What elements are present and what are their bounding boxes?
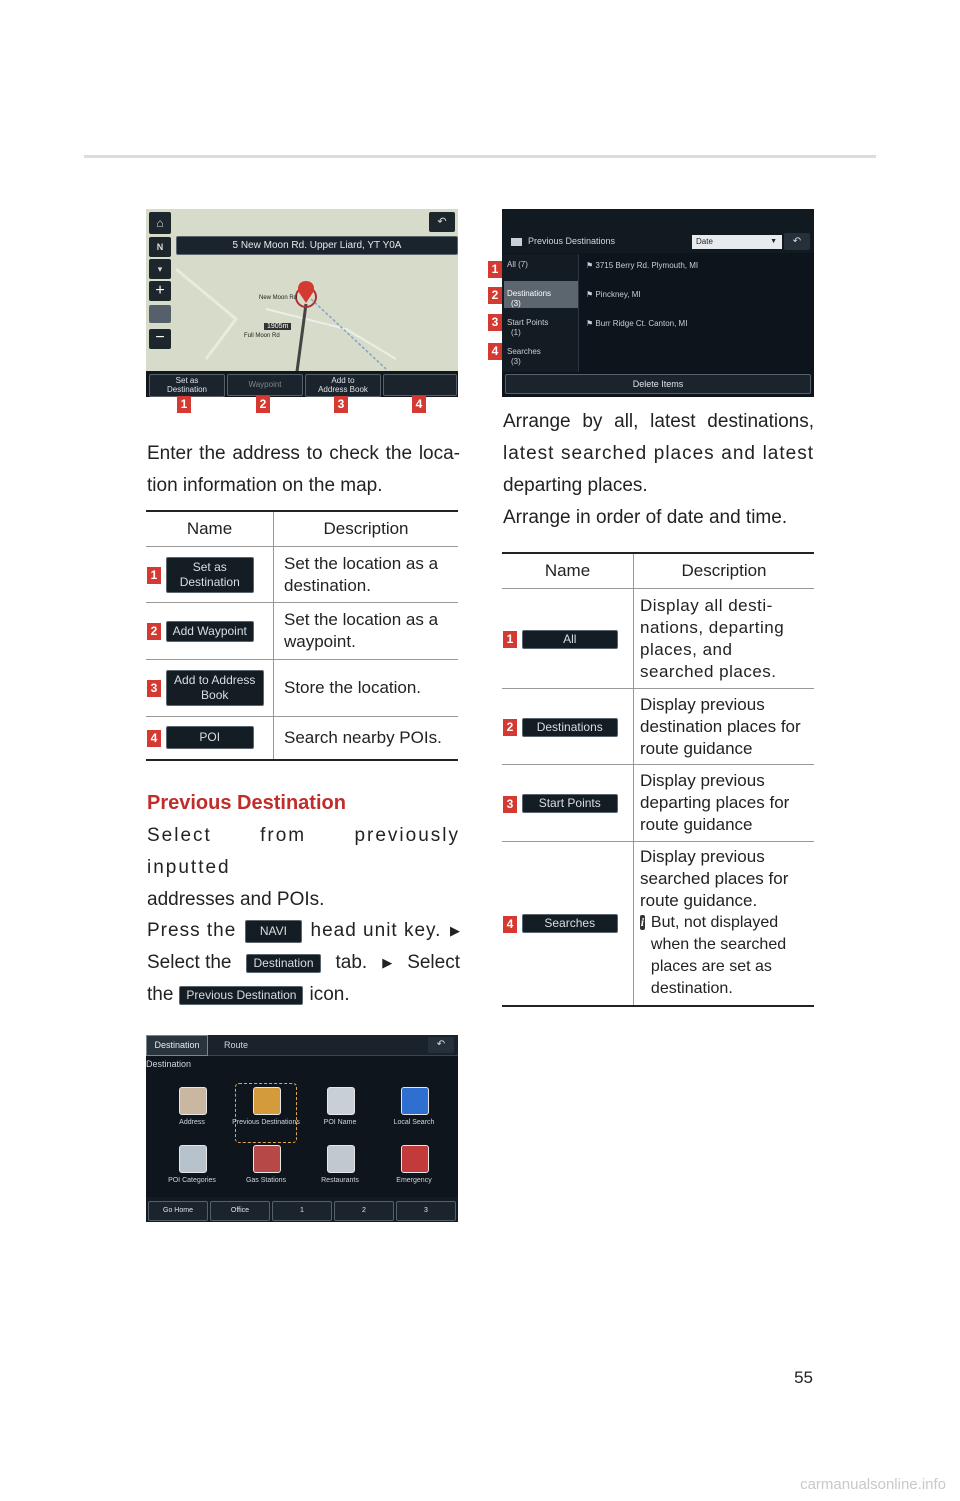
table-row-name: 4 Searches <box>502 842 634 1006</box>
table-row-desc: Set the location as a destination. <box>274 547 459 603</box>
callout-4: 4 <box>412 396 426 413</box>
filter-menu-count: (3) <box>511 299 521 308</box>
north-icon[interactable]: N <box>149 237 171 257</box>
distance-label: 1905m <box>264 323 291 330</box>
flag-icon: ⚑ <box>586 261 596 270</box>
filter-menu-item[interactable]: Searches <box>507 347 541 356</box>
zoom-out-icon[interactable]: − <box>149 329 171 349</box>
volume-icon[interactable]: ▾ <box>149 259 171 279</box>
table-row-name: 1 Set as Destination <box>146 547 274 603</box>
arrange-line: departing places. <box>503 475 648 496</box>
arrow-icon: ▶ <box>382 955 393 970</box>
instructions <box>147 915 460 1011</box>
arrow-icon: ▶ <box>449 923 460 938</box>
tab-destination[interactable]: Destination <box>146 1059 192 1069</box>
filter-menu-item[interactable]: Destinations <box>507 289 552 298</box>
col-name-header: Name <box>502 553 634 589</box>
previous-destination-icon-label: Previous Destination <box>179 986 303 1005</box>
menu-icon-label: Gas Stations <box>245 1177 287 1184</box>
delete-items-button[interactable]: Delete Items <box>505 374 811 394</box>
tab-route[interactable]: Route <box>224 1040 249 1050</box>
filter-menu-count: (3) <box>511 357 521 366</box>
press-text: tab. <box>335 952 368 973</box>
quick-destination-button[interactable]: Office <box>210 1201 270 1221</box>
destination-address: 3715 Berry Rd. Plymouth, MI <box>595 261 699 270</box>
home-icon[interactable]: ⌂ <box>149 212 171 234</box>
chevron-down-icon: ▼ <box>770 238 777 245</box>
info-icon: i <box>640 915 645 930</box>
menu-icon-label: Address <box>179 1119 205 1126</box>
filter-table <box>502 552 814 1007</box>
select-line: addresses and POIs. <box>147 889 325 910</box>
all-label: All <box>522 630 618 649</box>
callout-1: 1 <box>488 261 502 278</box>
menu-icon-label: Local Search <box>393 1119 435 1126</box>
add-waypoint-label: Add Waypoint <box>166 621 254 642</box>
menu-icon-label: Previous Destinations <box>232 1119 300 1126</box>
set-destination-label: Set as Destination <box>166 557 254 593</box>
destination-tab-label: Destination <box>246 954 320 973</box>
intro-line: tion information on the map. <box>147 475 383 496</box>
back-icon[interactable]: ↶ <box>428 1037 454 1053</box>
filter-menu-item[interactable]: All (7) <box>507 260 528 269</box>
quick-destination-button[interactable]: 3 <box>396 1201 456 1221</box>
callout-1: 1 <box>177 396 191 413</box>
section-heading: Previous Destination <box>147 792 346 814</box>
destination-address: Pinckney, MI <box>595 290 641 299</box>
table-row-desc: Store the location. <box>274 660 459 717</box>
table-row-name: 3 Add to Address Book <box>146 660 274 717</box>
col-name-header: Name <box>146 511 274 547</box>
table-row-desc: Set the location as a waypoint. <box>274 603 459 660</box>
menu-icon-label: Emergency <box>396 1177 432 1184</box>
select-text <box>147 820 460 916</box>
flag-icon: ⚑ <box>586 319 596 328</box>
back-icon[interactable]: ↶ <box>784 233 810 250</box>
gas-icon[interactable] <box>253 1145 281 1173</box>
intro-text <box>147 438 460 502</box>
arrange-line: Arrange by all, latest destinations, <box>503 411 814 432</box>
table-row-desc: Display all desti-nations, departing places, and searched places. <box>634 589 815 689</box>
note-text: But, not displayed when the searched places are set as destination. <box>650 914 787 998</box>
filter-menu-count: (1) <box>511 328 521 337</box>
destination-list-item[interactable] <box>586 290 641 299</box>
menu-icon-label: POI Name <box>323 1119 357 1126</box>
table-row-name: 1 All <box>502 589 634 689</box>
sort-dropdown[interactable] <box>692 235 782 249</box>
magnifier-icon[interactable] <box>327 1087 355 1115</box>
map-label: Full Moon Rd <box>244 333 280 339</box>
poi-button[interactable] <box>383 374 457 396</box>
menu-icon-label: POI Categories <box>168 1177 216 1184</box>
folder-icon <box>511 238 522 246</box>
map-label: New Moon Rd <box>259 295 298 301</box>
top-rule <box>84 155 876 158</box>
arrange-line: latest searched places and latest <box>503 443 814 464</box>
note <box>640 912 808 1000</box>
page-number: 55 <box>794 1368 813 1387</box>
table-row-desc: Search nearby POIs. <box>274 717 459 760</box>
searches-label: Searches <box>522 914 618 933</box>
menu-icon-label: Restaurants <box>321 1177 359 1184</box>
folder-icon[interactable] <box>253 1087 281 1115</box>
zoom-in-icon[interactable]: + <box>149 281 171 301</box>
col-desc-header: Description <box>274 511 459 547</box>
screen-title: Previous Destinations <box>528 236 616 246</box>
table-row-name: 2 Destinations <box>502 689 634 765</box>
quick-destination-button[interactable]: 1 <box>272 1201 332 1221</box>
tab-destination[interactable]: Destination <box>146 1035 208 1056</box>
sort-value: Date <box>696 237 713 246</box>
filter-menu-item[interactable]: Start Points <box>507 318 549 327</box>
callout-4: 4 <box>488 343 502 360</box>
destination-list-item[interactable] <box>586 261 698 270</box>
callout-2: 2 <box>256 396 270 413</box>
back-icon[interactable]: ↶ <box>429 212 455 232</box>
press-text: Press the <box>147 920 237 941</box>
table-row-desc: Display previous destination places for route guidance <box>634 689 815 765</box>
intro-line: Enter the address to check the loca- <box>147 443 460 464</box>
destination-list-item[interactable] <box>586 319 687 328</box>
emergency-icon[interactable] <box>401 1145 429 1173</box>
house-icon[interactable] <box>179 1087 207 1115</box>
watermark: carmanualsonline.info <box>800 1476 946 1493</box>
callout-2: 2 <box>488 287 502 304</box>
quick-destination-button[interactable]: 2 <box>334 1201 394 1221</box>
table-row-name: 3 Start Points <box>502 765 634 842</box>
view-icon[interactable] <box>149 305 171 323</box>
press-text: icon. <box>309 984 350 1005</box>
arrange-text <box>503 406 814 534</box>
callout-3: 3 <box>488 314 502 331</box>
flag-icon: ⚑ <box>586 290 596 299</box>
press-text: head unit key. <box>310 920 442 941</box>
callout-3: 3 <box>334 396 348 413</box>
navi-key-label: NAVI <box>245 920 302 943</box>
address-bar[interactable]: 5 New Moon Rd. Upper Liard, YT Y0A <box>176 236 458 255</box>
set-destination-button[interactable]: Set as Destination <box>149 374 225 397</box>
map-screenshot <box>146 209 458 397</box>
table-row-name: 4 POI <box>146 717 274 760</box>
col-desc-header: Description <box>634 553 815 589</box>
add-address-book-button[interactable]: Add to Address Book <box>305 374 381 397</box>
table-row-desc <box>634 842 815 1006</box>
add-address-book-label: Add to Address Book <box>166 670 264 706</box>
select-line: Select from previously inputted <box>147 825 460 878</box>
map-buttons-table <box>146 510 458 761</box>
destination-address: Burr Ridge Ct. Canton, MI <box>595 319 688 328</box>
destinations-label: Destinations <box>522 718 618 737</box>
table-row-name: 2 Add Waypoint <box>146 603 274 660</box>
searches-desc: Display previous searched places for route guidance. <box>640 847 789 911</box>
waypoint-button[interactable]: Waypoint <box>227 374 303 396</box>
google-icon[interactable] <box>401 1087 429 1115</box>
restaurant-icon[interactable] <box>327 1145 355 1173</box>
press-text: the <box>147 984 174 1005</box>
poi-icon[interactable] <box>179 1145 207 1173</box>
previous-destinations-screenshot <box>502 209 814 397</box>
destination-menu-screenshot <box>146 1035 458 1222</box>
start-points-label: Start Points <box>522 794 618 813</box>
press-text: Select the <box>147 952 232 973</box>
poi-label: POI <box>166 726 254 749</box>
table-row-desc: Display previous departing places for route guidance <box>634 765 815 842</box>
press-text: Select <box>407 952 460 973</box>
quick-destination-button[interactable]: Go Home <box>148 1201 208 1221</box>
order-line: Arrange in order of date and time. <box>503 507 788 528</box>
